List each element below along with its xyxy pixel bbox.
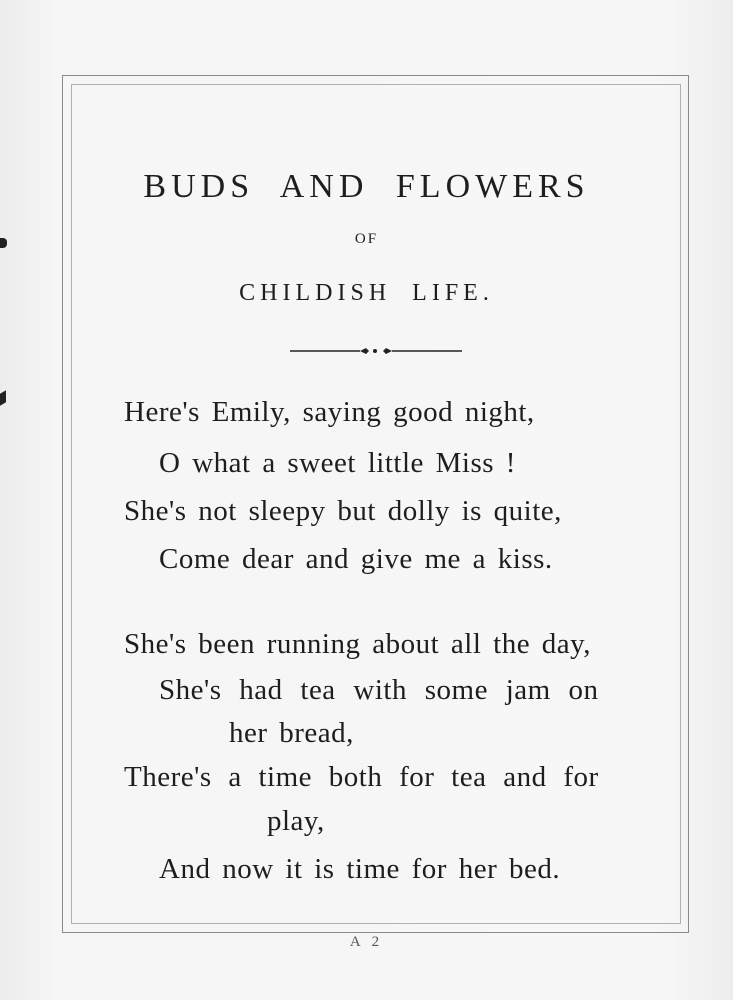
poem-line: Come dear and give me a kiss. [159, 543, 553, 575]
poem-line: She's not sleepy but dolly is quite, [124, 495, 562, 527]
ornamental-divider [290, 344, 462, 358]
poem-line-continuation: play, [267, 805, 325, 837]
title-connector: OF [354, 231, 379, 247]
poem-line: There's a time both for tea and for [124, 761, 599, 793]
book-title: BUDS AND FLOWERS [143, 168, 590, 205]
poem-line: She's been running about all the day, [124, 628, 592, 660]
poem-line-continuation: her bread, [229, 717, 354, 749]
poem-line: Here's Emily, saying good night, [124, 396, 535, 428]
poem-line: And now it is time for her bed. [159, 853, 561, 885]
book-subtitle: CHILDISH LIFE. [239, 280, 494, 306]
poem-line: O what a sweet little Miss ! [159, 447, 516, 479]
poem-line: She's had tea with some jam on [159, 674, 599, 706]
page-signature: A 2 [349, 934, 384, 950]
